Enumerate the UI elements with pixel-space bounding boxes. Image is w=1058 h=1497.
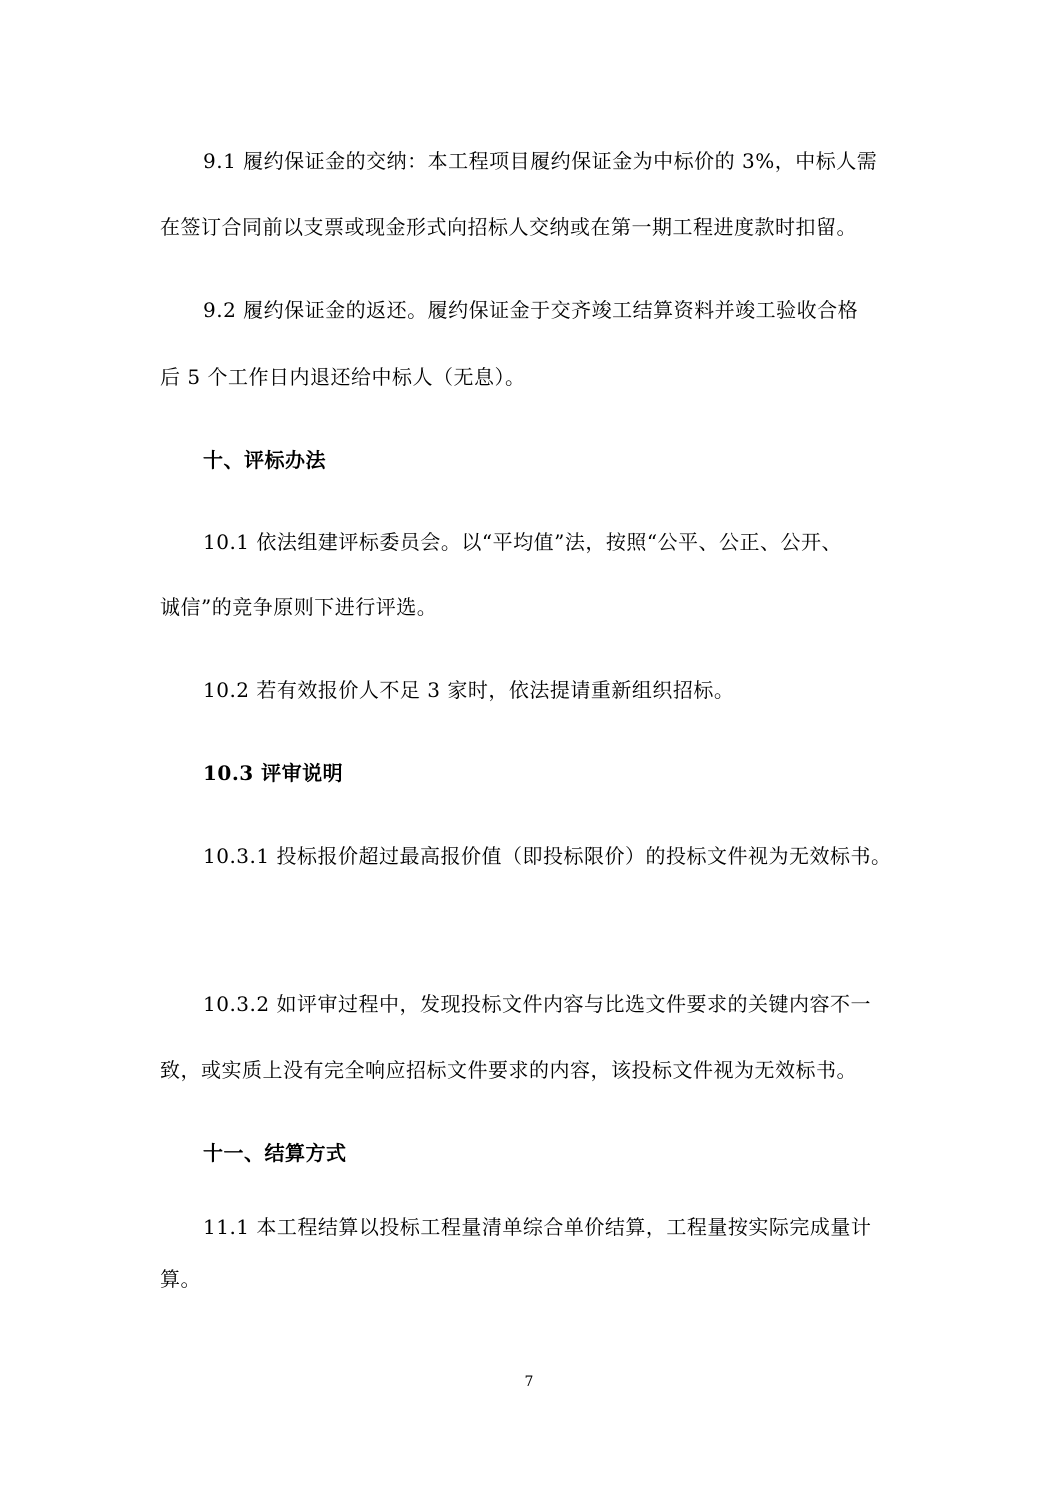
section-heading-11: 十一、结算方式 [203, 1141, 347, 1165]
paragraph-9-1-line-2: 在签订合同前以支票或现金形式向招标人交纳或在第一期工程进度款时扣留。 [160, 215, 857, 239]
paragraph-10-3-2-line-1: 10.3.2 如评审过程中，发现投标文件内容与比选文件要求的关键内容不一 [203, 992, 871, 1016]
page-number: 7 [524, 1374, 534, 1390]
paragraph-9-2-line-2: 后 5 个工作日内退还给中标人（无息）。 [160, 365, 526, 389]
paragraph-10-3-2-line-2: 致，或实质上没有完全响应招标文件要求的内容，该投标文件视为无效标书。 [160, 1058, 857, 1082]
paragraph-10-2: 10.2 若有效报价人不足 3 家时，依法提请重新组织招标。 [203, 678, 735, 702]
paragraph-10-1-line-1: 10.1 依法组建评标委员会。以“平均值”法，按照“公平、公正、公开、 [203, 530, 843, 554]
paragraph-9-2-line-1: 9.2 履约保证金的返还。履约保证金于交齐竣工结算资料并竣工验收合格 [203, 298, 859, 322]
paragraph-10-3-1: 10.3.1 投标报价超过最高报价值（即投标限价）的投标文件视为无效标书。 [203, 844, 892, 868]
paragraph-9-1-line-1: 9.1 履约保证金的交纳：本工程项目履约保证金为中标价的 3%，中标人需 [203, 149, 878, 173]
paragraph-11-1-line-1: 11.1 本工程结算以投标工程量清单综合单价结算，工程量按实际完成量计 [203, 1215, 872, 1239]
paragraph-10-1-line-2: 诚信”的竞争原则下进行评选。 [160, 595, 438, 619]
subsection-heading-10-3: 10.3 评审说明 [203, 761, 344, 785]
section-heading-10: 十、评标办法 [203, 448, 326, 472]
paragraph-11-1-line-2: 算。 [160, 1267, 201, 1291]
